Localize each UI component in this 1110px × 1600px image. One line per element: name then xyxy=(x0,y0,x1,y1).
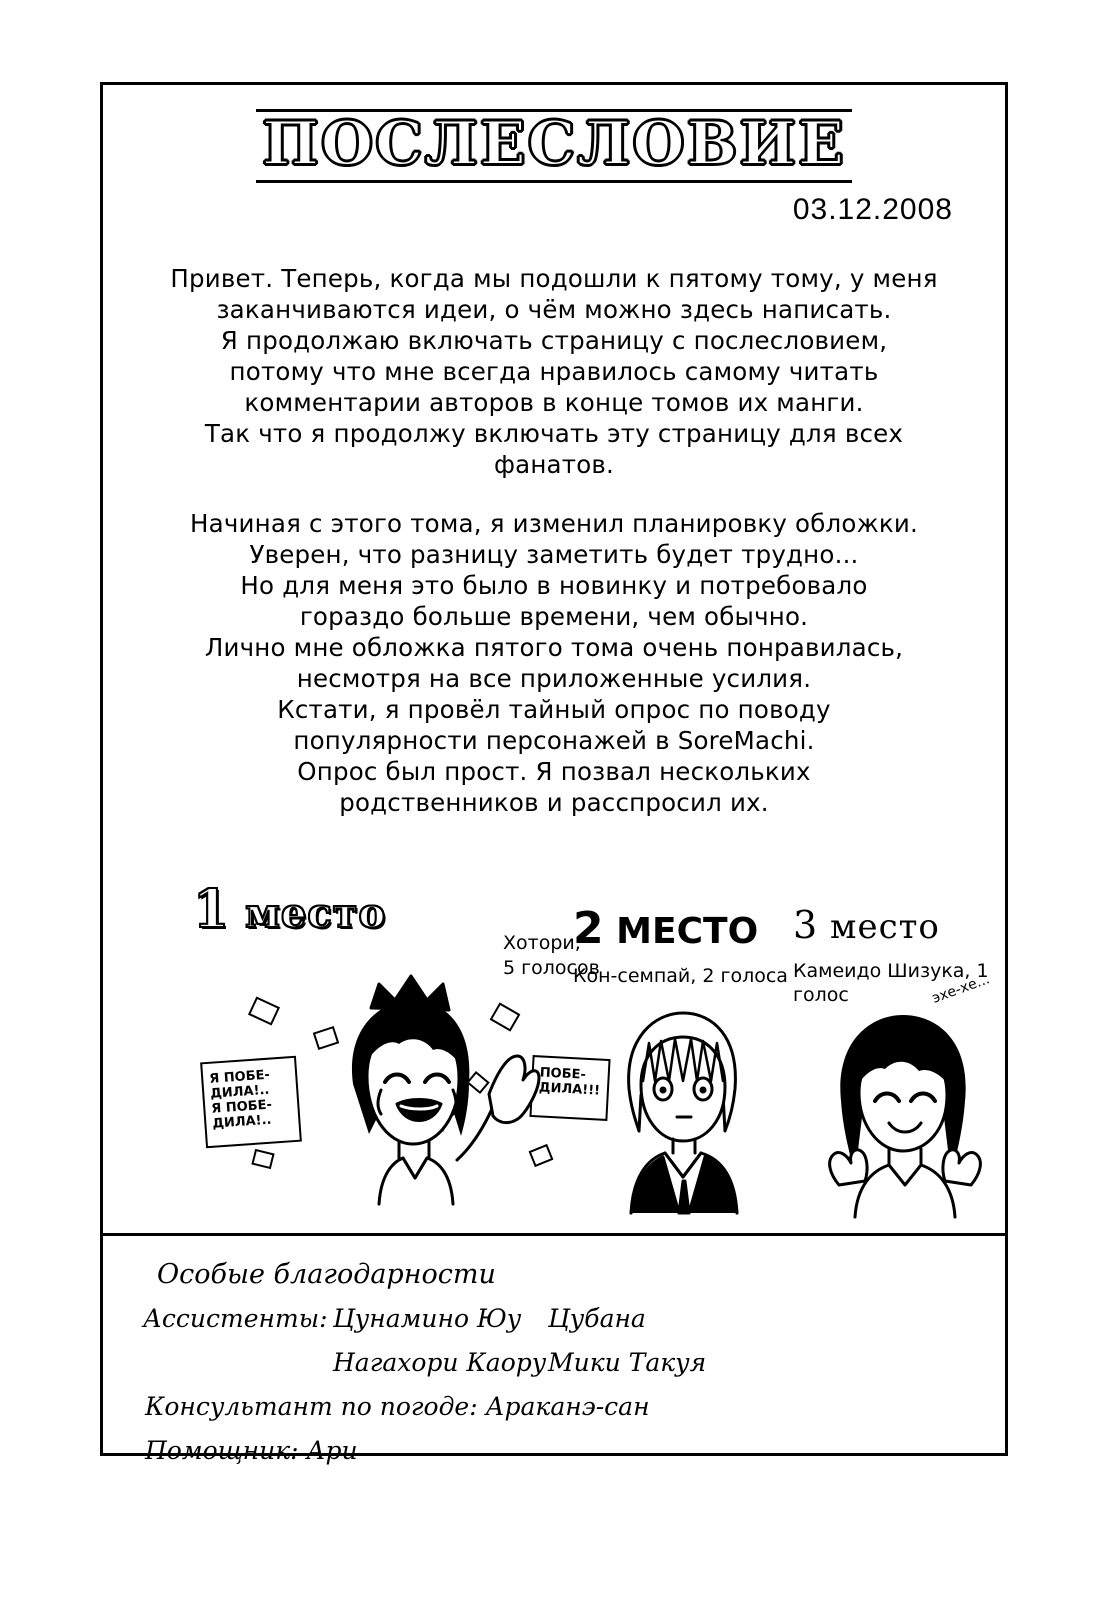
body-line: Но для меня это было в новинку и потребовало xyxy=(240,571,868,600)
assistants-row-2 xyxy=(143,1341,975,1385)
assistants-row-1 xyxy=(143,1297,975,1341)
section-divider xyxy=(103,1233,1005,1236)
body-line: Привет. Теперь, когда мы подошли к пятому тому, у меня xyxy=(170,264,938,293)
body-line: Я продолжаю включать страницу с послесловием, xyxy=(220,326,888,355)
rank-first-number: 1 xyxy=(193,879,231,940)
confetti-piece xyxy=(248,996,280,1025)
body-line: потому что мне всегда нравилось самому читать xyxy=(229,357,879,386)
rank-second-word: МЕСТО xyxy=(616,911,759,952)
date-label: 03.12.2008 xyxy=(792,193,953,226)
speech-note-left: Я ПОБЕ- ДИЛА!.. Я ПОБЕ- ДИЛА!.. xyxy=(200,1056,302,1148)
character-shizuka-illustration xyxy=(793,989,1013,1219)
helper-line: Помощник: Ари xyxy=(145,1436,358,1465)
body-line: заканчиваются идеи, о чём можно здесь написать. xyxy=(216,295,892,324)
assistant-name: Цунамино Юу xyxy=(333,1304,522,1333)
page-frame xyxy=(100,82,1008,1465)
rank-first xyxy=(193,879,613,1132)
rank-first-word: место xyxy=(245,890,387,937)
popularity-ranking xyxy=(103,875,1005,1220)
body-line: Начиная с этого тома, я изменил планировку обложки. xyxy=(190,509,918,538)
rank-third-number: 3 xyxy=(793,903,819,947)
speech-note-right: ПОБЕ- ДИЛА!!! xyxy=(529,1055,610,1121)
character-hotori-illustration xyxy=(293,964,553,1224)
assistants-label-spacer xyxy=(143,1341,333,1385)
special-thanks-title: Особые благодарности xyxy=(157,1259,496,1290)
body-line: Лично мне обложка пятого тома очень понравилась, xyxy=(204,633,904,662)
special-thanks-block xyxy=(143,1253,975,1473)
afterword-body xyxy=(143,263,965,818)
body-line: комментарии авторов в конце томов их манги. xyxy=(244,388,864,417)
body-line: гораздо больше времени, чем обычно. xyxy=(299,602,809,631)
assistants-label: Ассистенты: xyxy=(143,1304,328,1333)
body-line: несмотря на все приложенные усилия. xyxy=(296,664,812,693)
rank-second-caption: Кон-семпай, 2 голоса xyxy=(573,965,788,987)
body-line: Уверен, что разницу заметить будет трудно... xyxy=(249,540,859,569)
rank-first-caption-line1: Хотори, xyxy=(503,932,581,954)
rank-second xyxy=(573,903,788,988)
page-title: ПОСЛЕСЛОВИЕ xyxy=(256,109,852,183)
assistant-name: Мики Такуя xyxy=(548,1348,707,1377)
assistant-name: Цубана xyxy=(548,1304,646,1333)
confetti-piece xyxy=(251,1149,274,1169)
rank-second-number: 2 xyxy=(573,903,604,954)
character-kon-senpai-illustration xyxy=(583,985,783,1215)
rank-third-word: место xyxy=(830,907,940,947)
assistant-name: Нагахори Каору xyxy=(333,1348,547,1377)
rank-first-caption-line2: 5 голосов xyxy=(503,957,600,979)
title-container xyxy=(103,109,1005,183)
giggle-text: эхе-хе... xyxy=(930,971,992,1007)
rank-third-caption: Камеидо Шизука, 1 голос xyxy=(793,960,989,1006)
rank-third-heading xyxy=(793,903,1013,947)
body-line: популярности персонажей в SoreMachi. xyxy=(293,726,815,755)
weather-consultant-line: Консультант по погоде: Араканэ-сан xyxy=(145,1392,650,1421)
body-line: Опрос был прост. Я позвал нескольких xyxy=(297,757,811,786)
body-line: Кстати, я провёл тайный опрос по поводу xyxy=(277,695,831,724)
body-line: родственников и расспросил их. xyxy=(339,788,769,817)
paragraph-gap xyxy=(143,480,965,508)
rank-third xyxy=(793,903,1013,1007)
body-line: Так что я продолжу включать эту страницу для всех фанатов. xyxy=(204,419,904,479)
rank-second-heading xyxy=(573,903,788,954)
